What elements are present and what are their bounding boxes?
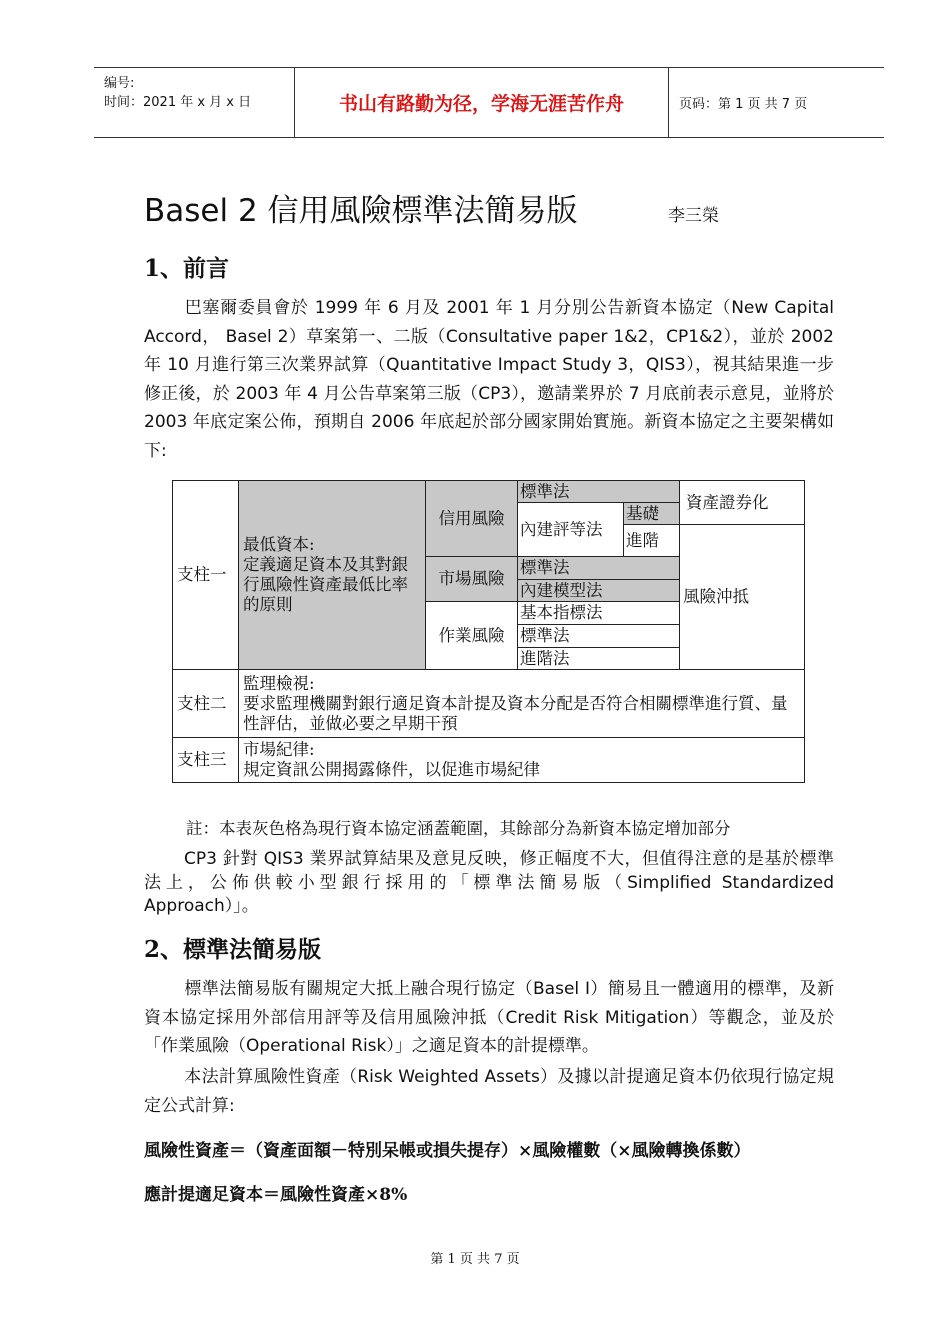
section-1-paragraph-2 <box>144 848 834 919</box>
pillar2-label: 支柱二 <box>173 670 239 738</box>
pillar3-description: 市場紀律: 規定資訊公開揭露條件，以促進市場紀律 <box>239 738 805 783</box>
market-risk-cell: 市場風險 <box>426 557 518 602</box>
formula-required-capital: 應計提適足資本＝風險性資產×8% <box>144 1185 408 1205</box>
irb-cell: 內建評等法 <box>518 503 624 557</box>
mitigation-cell: 風險沖抵 <box>680 525 805 670</box>
section-2-paragraph-2-text: 本法計算風險性資產（Risk Weighted Assets）及據以計提適足資本仍依現行協定規定公式計算: <box>144 1067 834 1116</box>
section-heading-1: 1、前言 <box>144 255 230 282</box>
document-title: Basel 2 信用風險標準法簡易版 <box>144 193 578 229</box>
section-2-paragraph-2 <box>144 1063 834 1120</box>
table-note: 註：本表灰色格為現行資本協定涵蓋範圍，其餘部分為新資本協定增加部分 <box>186 819 731 838</box>
page-footer: 第 1 页 共 7 页 <box>430 1252 520 1267</box>
pillar3-label: 支柱三 <box>173 738 239 783</box>
pillar1-description: 最低資本: 定義適足資本及其對銀行風險性資產最低比率的原則 <box>239 481 426 670</box>
page-header <box>94 67 884 138</box>
credit-standard-cell: 標準法 <box>518 481 680 503</box>
op-advanced-cell: 進階法 <box>518 648 680 670</box>
market-standard-cell: 標準法 <box>518 557 680 580</box>
operational-risk-cell: 作業風險 <box>426 602 518 670</box>
basic-indicator-cell: 基本指標法 <box>518 602 680 625</box>
advanced-cell: 進階 <box>624 525 680 557</box>
number-label: 编号: <box>104 76 135 91</box>
foundation-cell: 基礎 <box>624 503 680 525</box>
time-label: 时间：2021 年 x 月 x 日 <box>104 95 252 110</box>
author-name: 李三榮 <box>668 206 719 226</box>
pillar2-description: 監理檢視: 要求監理機關對銀行適足資本計提及資本分配是否符合相關標準進行質、量性評估，並做必要之早期干預 <box>239 670 805 738</box>
section-heading-2: 2、標準法簡易版 <box>144 936 322 963</box>
section-1-paragraph-1 <box>144 294 834 465</box>
section-2-paragraph-1-text: 標準法簡易版有關規定大抵上融合現行協定（Basel I）簡易且一體適用的標準，及新資本協定採用外部信用評等及信用風險沖抵（Credit Risk Mitigation）等觀念，並及於「作業風險（Operational Risk）」之適足資本的計提標準。 <box>144 979 834 1056</box>
formula-risk-weighted-assets: 風險性資產＝（資產面額－特別呆帳或損失提存）×風險權數（×風險轉換係數） <box>144 1141 751 1161</box>
section-1-paragraph-1-text: 巴塞爾委員會於 1999 年 6 月及 2001 年 1 月分別公告新資本協定（New Capital Accord， Basel 2）草案第一、二版（Consultative paper 1&2，CP1&2），並於 2002 年 10 月進行第三次業界試算（Quantitative Impact Study 3，QIS3），視其結果進一步修正後，於 2003 年 4 月公告草案第三版（CP3），邀請業界於 7 月底前表示意見，並將於 2003 年底定案公佈，預期自 2006 年底起於部分國家開始實施。新資本協定之主要架構如下: <box>144 298 834 461</box>
header-meta <box>94 68 295 137</box>
credit-risk-cell: 信用風險 <box>426 481 518 557</box>
op-standard-cell: 標準法 <box>518 625 680 648</box>
framework-table <box>172 480 805 783</box>
section-1-paragraph-2-text: CP3 針對 QIS3 業界試算結果及意見反映，修正幅度不大，但值得注意的是基於標準法上，公佈供較小型銀行採用的「標準法簡易版（Simplified Standardized Approach）」。 <box>144 849 834 916</box>
header-motto: 书山有路勤为径，学海无涯苦作舟 <box>295 68 669 137</box>
securitization-cell: 資產證券化 <box>680 481 805 525</box>
section-2-paragraph-1 <box>144 975 834 1061</box>
internal-model-cell: 內建模型法 <box>518 580 680 602</box>
header-page-info: 页码：第 1 页 共 7 页 <box>679 97 808 112</box>
pillar1-label: 支柱一 <box>173 481 239 670</box>
